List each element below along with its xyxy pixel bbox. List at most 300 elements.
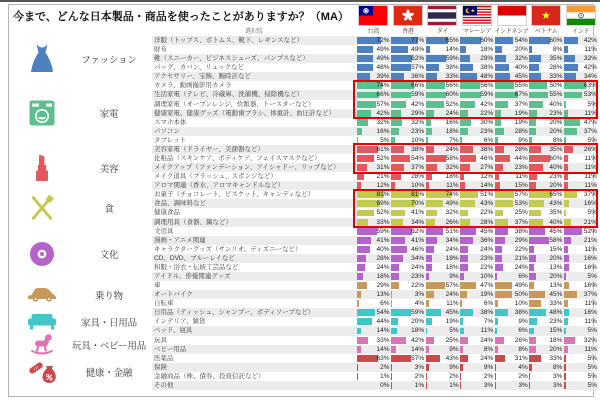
data-cell: [425, 372, 460, 381]
value-label: 6%: [483, 136, 494, 144]
data-bar: [460, 273, 463, 280]
data-cell: [563, 63, 598, 72]
value-label: 63%: [583, 82, 597, 90]
data-bar: [391, 137, 394, 144]
data-bar: [529, 346, 536, 353]
data-bar: [564, 46, 568, 53]
value-label: 26%: [583, 145, 597, 153]
data-bar: [495, 318, 498, 325]
row-label: オートバイク: [154, 291, 193, 299]
data-cell: [494, 45, 529, 54]
data-bar: [426, 82, 445, 89]
value-label: 52%: [445, 100, 459, 108]
data-cell: [425, 136, 460, 145]
data-cell: [563, 154, 598, 163]
data-cell: [391, 317, 426, 326]
data-bar: [391, 237, 405, 244]
data-bar: [495, 246, 503, 253]
data-cell: [425, 254, 460, 263]
category-group: [16, 308, 150, 335]
data-cell: [391, 54, 426, 63]
value-label: 30%: [480, 118, 494, 126]
data-cell: [494, 317, 529, 326]
data-cell: [356, 372, 391, 381]
value-label: 40%: [549, 100, 563, 108]
data-cell: [356, 336, 391, 345]
data-bar: [357, 337, 368, 344]
value-label: 38%: [480, 309, 494, 317]
value-label: 42%: [411, 336, 425, 344]
data-bar: [357, 246, 371, 253]
taiwan-flag: [359, 6, 387, 25]
data-bar: [495, 155, 510, 162]
data-cell: [494, 136, 529, 145]
value-label: 65%: [549, 191, 563, 199]
data-bar: [460, 337, 468, 344]
table-row: [152, 36, 598, 45]
value-label: 8%: [552, 46, 563, 54]
row-label: キャラクターグッズ（サンリオ、ディズニーなど）: [154, 245, 302, 253]
data-bar: [357, 355, 379, 362]
value-label: 6%: [518, 327, 528, 335]
data-bar: [564, 373, 566, 380]
data-cell: [494, 163, 529, 172]
value-label: 29%: [480, 55, 494, 63]
data-cell: [391, 181, 426, 190]
data-bar: [391, 92, 411, 99]
data-cell: [391, 363, 426, 372]
value-label: 63%: [376, 354, 390, 362]
value-label: 60%: [480, 37, 494, 44]
cd-icon: [16, 241, 68, 267]
data-bar: [529, 255, 536, 262]
data-cell: [460, 272, 495, 281]
data-bar: [460, 264, 468, 271]
data-cell: [529, 163, 564, 172]
table-row: [152, 227, 598, 236]
data-cell: [356, 36, 391, 45]
data-bar: [564, 282, 570, 289]
data-cell: [356, 190, 391, 199]
category-group: [16, 281, 150, 308]
table-row: [152, 363, 598, 372]
value-label: 52%: [376, 155, 390, 162]
value-label: 33%: [549, 300, 563, 308]
value-label: 38%: [411, 145, 425, 153]
value-label: 9%: [483, 363, 494, 371]
malaysia-flag: [463, 6, 491, 25]
value-label: 81%: [411, 191, 425, 199]
data-bar: [357, 210, 375, 217]
data-cell: [494, 54, 529, 63]
data-cell: [391, 336, 426, 345]
data-cell: [494, 72, 529, 81]
value-label: 20%: [549, 345, 563, 353]
data-cell: [356, 218, 391, 227]
data-cell: [356, 109, 391, 118]
column-header: インドネシア: [494, 29, 529, 35]
value-label: 34%: [411, 254, 425, 262]
value-label: 48%: [549, 309, 563, 317]
data-bar: [426, 46, 431, 53]
data-bar: [460, 355, 468, 362]
data-cell: [460, 317, 495, 326]
data-cell: [391, 190, 426, 199]
data-cell: [529, 308, 564, 317]
data-cell: [563, 218, 598, 227]
data-bar: [460, 92, 480, 99]
data-cell: [460, 308, 495, 317]
data-bar: [391, 337, 406, 344]
data-bar: [564, 219, 571, 226]
data-bar: [426, 101, 444, 108]
value-label: 24%: [445, 109, 459, 117]
value-label: 66%: [411, 82, 425, 90]
row-label: 医薬品: [154, 354, 174, 362]
value-label: 42%: [376, 109, 390, 117]
rocking-horse-icon: [16, 333, 68, 356]
dress-icon: [16, 44, 68, 73]
data-bar: [529, 318, 537, 325]
value-label: 32%: [583, 336, 597, 344]
value-label: 9%: [518, 136, 528, 144]
data-bar: [529, 119, 536, 126]
data-cell: [391, 218, 426, 227]
value-label: 48%: [480, 73, 494, 81]
data-cell: [391, 90, 426, 99]
value-label: 11%: [584, 164, 597, 172]
value-label: 24%: [445, 291, 459, 299]
data-bar: [529, 228, 545, 235]
value-label: 42%: [583, 64, 597, 72]
data-cell: [391, 254, 426, 263]
thailand-flag: [428, 6, 456, 25]
data-cell: [494, 308, 529, 317]
data-bar: [529, 382, 530, 389]
value-label: 57%: [411, 354, 425, 362]
value-label: 42%: [583, 37, 597, 44]
data-bar: [460, 37, 481, 44]
data-bar: [529, 164, 543, 171]
data-cell: [391, 381, 426, 390]
data-cell: [460, 363, 495, 372]
value-label: 33%: [376, 336, 390, 344]
data-bar: [529, 246, 534, 253]
data-cell: [391, 136, 426, 145]
category-group: [16, 354, 150, 390]
data-bar: [495, 219, 508, 226]
value-label: 51%: [480, 191, 494, 199]
category-label: ファッション: [81, 54, 137, 66]
data-bar: [426, 155, 446, 162]
data-cell: [563, 208, 598, 217]
data-bar: [426, 164, 437, 171]
data-cell: [494, 363, 529, 372]
data-cell: [460, 199, 495, 208]
value-label: 8%: [552, 363, 563, 371]
data-cell: [529, 181, 564, 190]
value-label: 60%: [549, 155, 563, 162]
data-bar: [460, 237, 472, 244]
value-label: 43%: [445, 354, 459, 362]
data-bar: [529, 200, 544, 207]
data-cell: [494, 100, 529, 109]
value-label: 16%: [583, 254, 597, 262]
row-label: 食品、調味料など: [154, 200, 206, 208]
data-bar: [529, 264, 533, 271]
row-label: スマホ本体: [154, 118, 187, 126]
data-cell: [494, 208, 529, 217]
car-icon: [16, 286, 68, 303]
table-row: [152, 63, 598, 72]
data-cell: [529, 81, 564, 90]
value-label: 36%: [411, 73, 425, 81]
data-bar: [391, 246, 407, 253]
data-bar: [495, 373, 496, 380]
value-label: 34%: [445, 236, 459, 244]
data-bar: [391, 164, 404, 171]
value-label: 65%: [445, 37, 459, 44]
data-cell: [425, 218, 460, 227]
data-bar: [426, 300, 430, 307]
data-bar: [426, 228, 444, 235]
data-cell: [356, 308, 391, 317]
data-bar: [357, 64, 374, 71]
data-cell: [563, 336, 598, 345]
value-label: 52%: [376, 209, 390, 217]
value-label: 37%: [583, 127, 597, 135]
data-cell: [563, 81, 598, 90]
data-bar: [391, 364, 392, 371]
table-row: [152, 272, 598, 281]
value-label: 66%: [376, 91, 390, 99]
data-bar: [460, 182, 465, 189]
table-row: [152, 54, 598, 63]
value-label: 32%: [514, 55, 528, 63]
data-cell: [356, 127, 391, 136]
data-bar: [357, 182, 361, 189]
data-bar: [391, 264, 399, 271]
data-cell: [356, 354, 391, 363]
value-label: 16%: [445, 118, 459, 126]
table-row: [152, 109, 598, 118]
column-header: マレーシア: [462, 29, 492, 35]
value-label: 29%: [514, 236, 528, 244]
value-label: 11%: [584, 109, 597, 117]
data-cell: [529, 208, 564, 217]
table-row: [152, 245, 598, 254]
value-label: 46%: [411, 245, 425, 253]
data-bar: [495, 337, 504, 344]
data-cell: [425, 354, 460, 363]
data-bar: [391, 146, 404, 153]
data-cell: [356, 145, 391, 154]
value-label: 23%: [549, 109, 563, 117]
data-cell: [494, 90, 529, 99]
data-bar: [564, 110, 568, 117]
value-label: 41%: [411, 209, 425, 217]
data-cell: [563, 281, 598, 290]
chart-title: 今まで、どんな日本製品・商品を使ったことがありますか？（MA）: [13, 11, 349, 23]
data-bar: [495, 364, 496, 371]
value-label: 44%: [376, 318, 390, 326]
data-bar: [391, 73, 403, 80]
value-label: 28%: [376, 254, 390, 262]
data-cell: [391, 118, 426, 127]
data-cell: [529, 218, 564, 227]
data-cell: [494, 81, 529, 90]
data-bar: [564, 37, 579, 44]
data-cell: [460, 190, 495, 199]
value-label: 70%: [411, 200, 425, 208]
value-label: 67%: [514, 91, 528, 99]
data-bar: [495, 282, 512, 289]
data-bar: [426, 337, 435, 344]
data-cell: [425, 154, 460, 163]
data-cell: [460, 45, 495, 54]
data-bar: [426, 55, 446, 62]
value-label: 28%: [480, 218, 494, 226]
data-cell: [529, 326, 564, 335]
table-row: [152, 145, 598, 154]
data-bar: [357, 73, 370, 80]
category-group: [16, 36, 150, 81]
value-label: 34%: [411, 218, 425, 226]
data-bar: [426, 291, 434, 298]
table-row: [152, 281, 598, 290]
value-label: 35%: [549, 145, 563, 153]
table-row: [152, 326, 598, 335]
data-cell: [460, 109, 495, 118]
value-label: 19%: [445, 318, 459, 326]
value-label: 44%: [514, 155, 528, 162]
data-cell: [460, 381, 495, 390]
value-label: 57%: [445, 282, 459, 290]
value-label: 38%: [514, 309, 528, 317]
data-bar: [391, 273, 399, 280]
data-cell: [460, 354, 495, 363]
value-label: 11%: [446, 300, 459, 308]
data-bar: [495, 355, 506, 362]
value-label: 19%: [480, 291, 494, 299]
value-label: 49%: [376, 55, 390, 63]
data-cell: [391, 45, 426, 54]
data-cell: [356, 299, 391, 308]
value-label: 36%: [480, 236, 494, 244]
data-cell: [425, 118, 460, 127]
data-cell: [529, 90, 564, 99]
value-label: 11%: [446, 182, 459, 190]
value-label: 74%: [376, 82, 390, 90]
data-bar: [460, 346, 463, 353]
data-cell: [356, 326, 391, 335]
value-label: 53%: [514, 200, 528, 208]
category-label: 家具・日用品: [81, 317, 137, 329]
data-bar: [426, 364, 429, 371]
data-bar: [529, 146, 541, 153]
value-label: 41%: [411, 236, 425, 244]
data-bar: [460, 364, 463, 371]
data-bar: [426, 255, 432, 262]
data-bar: [460, 309, 473, 316]
row-label: カメラ、動画撮影用カメラ: [154, 82, 232, 90]
value-label: 45%: [514, 73, 528, 81]
value-label: 10%: [514, 300, 528, 308]
data-cell: [425, 317, 460, 326]
row-label: 生活家電（テレビ、冷蔵庫、洗濯機、掃除機など）: [154, 91, 304, 99]
data-bar: [357, 282, 367, 289]
data-bar: [529, 337, 535, 344]
data-cell: [391, 199, 426, 208]
data-cell: [460, 181, 495, 190]
data-bar: [495, 255, 502, 262]
column-header: インド: [572, 29, 590, 35]
data-bar: [460, 73, 477, 80]
data-cell: [494, 281, 529, 290]
data-bar: [564, 200, 570, 207]
row-label: 文房具: [154, 227, 174, 235]
data-cell: [494, 263, 529, 272]
row-label: メイクアップ（ファンデーション、アイシャドー、リップなど）: [154, 164, 340, 172]
data-bar: [529, 73, 540, 80]
data-cell: [425, 109, 460, 118]
value-label: 19%: [514, 118, 528, 126]
data-bar: [564, 173, 568, 180]
row-label: 車: [154, 282, 161, 290]
data-cell: [425, 72, 460, 81]
data-cell: [425, 263, 460, 272]
data-bar: [391, 328, 397, 335]
value-label: 3%: [414, 363, 425, 371]
data-cell: [563, 145, 598, 154]
data-bar: [357, 291, 361, 298]
data-cell: [529, 290, 564, 299]
data-bar: [495, 273, 497, 280]
data-cell: [425, 181, 460, 190]
data-bar: [529, 291, 545, 298]
data-bar: [460, 382, 461, 389]
choice-column-header: 選択肢: [244, 29, 263, 35]
value-label: 74%: [445, 191, 459, 199]
value-label: 5%: [587, 273, 597, 280]
data-cell: [563, 345, 598, 354]
data-bar: [460, 137, 462, 144]
value-label: 18%: [445, 173, 459, 181]
value-label: 11%: [515, 173, 528, 181]
value-label: 9%: [449, 273, 459, 280]
data-cell: [563, 127, 598, 136]
data-bar: [495, 182, 500, 189]
data-bar: [391, 309, 411, 316]
data-cell: [356, 72, 391, 81]
data-cell: [460, 118, 495, 127]
value-label: 5%: [587, 327, 597, 335]
data-bar: [460, 219, 470, 226]
column-header: 台湾: [367, 29, 379, 35]
data-cell: [529, 245, 564, 254]
value-label: 5%: [587, 363, 597, 371]
sofa-icon: [16, 314, 68, 330]
data-bar: [426, 128, 432, 135]
value-label: 55%: [514, 82, 528, 90]
data-cell: [529, 354, 564, 363]
data-cell: [356, 136, 391, 145]
data-cell: [563, 254, 598, 263]
value-label: 59%: [411, 91, 425, 99]
row-label: 化粧品（スキンケア、ボディケア、フェイスマスクなど）: [154, 155, 321, 162]
data-cell: [494, 354, 529, 363]
value-label: 2%: [380, 363, 390, 371]
